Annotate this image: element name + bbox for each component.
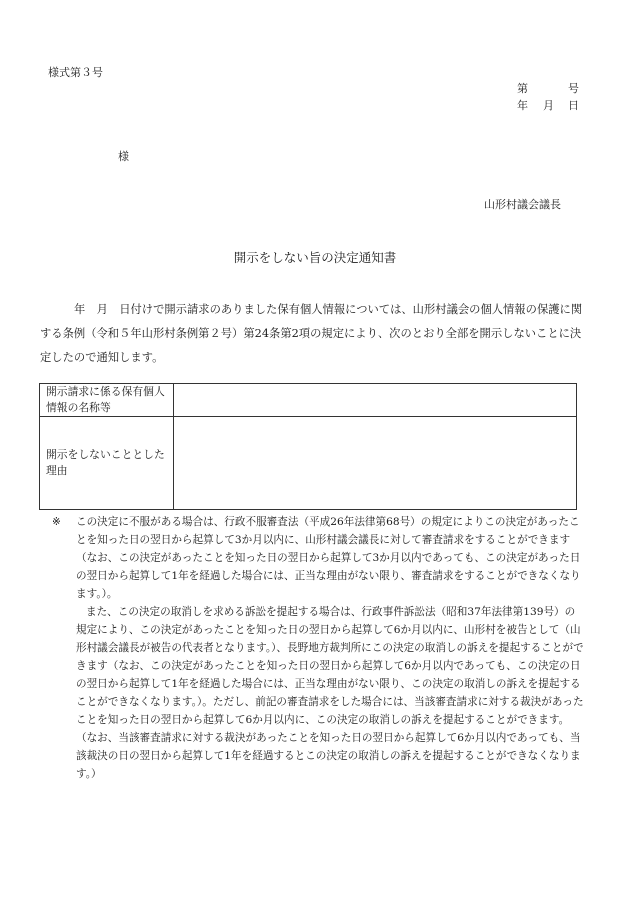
document-number-prefix: 第 [517, 82, 528, 95]
intro-text: 年 月 日付けで開示請求のありました保有個人情報については、山形村議会の個人情報の保護に関する条例（令和５年山形村条例第２号）第24条第2項の規定により、次のとおり全部を開示しないことに決定したので通知します。 [40, 303, 583, 364]
table-row [40, 417, 577, 510]
intro-paragraph [40, 298, 588, 370]
row-label-requested-info: 開示請求に係る保有個人情報の名称等 [40, 384, 174, 417]
date-year: 年 [517, 99, 528, 112]
row-value-reason[interactable] [174, 417, 577, 510]
form-number: 様式第３号 [48, 66, 103, 79]
appeal-note [52, 513, 592, 783]
document-number-suffix: 号 [568, 82, 579, 95]
table-row [40, 384, 577, 417]
document-title: 開示をしない旨の決定通知書 [233, 250, 397, 265]
addressee-honorific: 様 [118, 150, 129, 163]
date-month: 月 [543, 99, 554, 112]
info-table [39, 383, 577, 510]
sender-name: 山形村議会議長 [484, 198, 561, 211]
note-paragraph-2: また、この決定の取消しを求める訴訟を提起する場合は、行政事件訴訟法（昭和37年法律第139号）の規定により、この決定があったことを知った日の翌日から起算して6か月以内に、山形村を被告として（山 形村議会議長が被告の代表者となります。）、長野地方裁判所にこの決定の取消しの訴えを提起することができます（なお、この決定があったことを知った日の翌日から起算して6か月以内であっても、この決定の日の翌日から起算して1年を経過した場合には、正当な理由がない限り、この決定の取消しの訴えを提起することができなくなります。）。ただし、前記の審査請求をした場合には、当該審査請求に対する裁決があったことを知った日の翌日から起算して6か月以内に、この決定の取消しの訴えを提起することができます。（なお、当該審査請求に対する裁決があったことを知った日の翌日から起算して6か月以内であっても、当該裁決の日の翌日から起算して1年を経過するとこの決定の取消しの訴えを提起することができなくなります。） [76, 606, 592, 780]
row-label-reason: 開示をしないこととした理由 [40, 417, 174, 510]
note-text-1: この決定に不服がある場合は、行政不服審査法（平成26年法律第68号）の規定によりこの決定があったことを知った日の翌日から起算して3か月以内に、山形村議会議長に対して審査請求をすることができます（なお、この決定があったことを知った日の翌日から起算して3か月以内であっても、この決定があった日の翌日から起算して1年を経過した場合には、正当な理由がない限り、審査請求をすることができなくなります。）。 [76, 516, 581, 600]
row-value-requested-info[interactable] [174, 384, 577, 417]
note-paragraph-1 [52, 513, 584, 603]
note-mark: ※ [52, 516, 61, 528]
date-day: 日 [568, 99, 579, 112]
